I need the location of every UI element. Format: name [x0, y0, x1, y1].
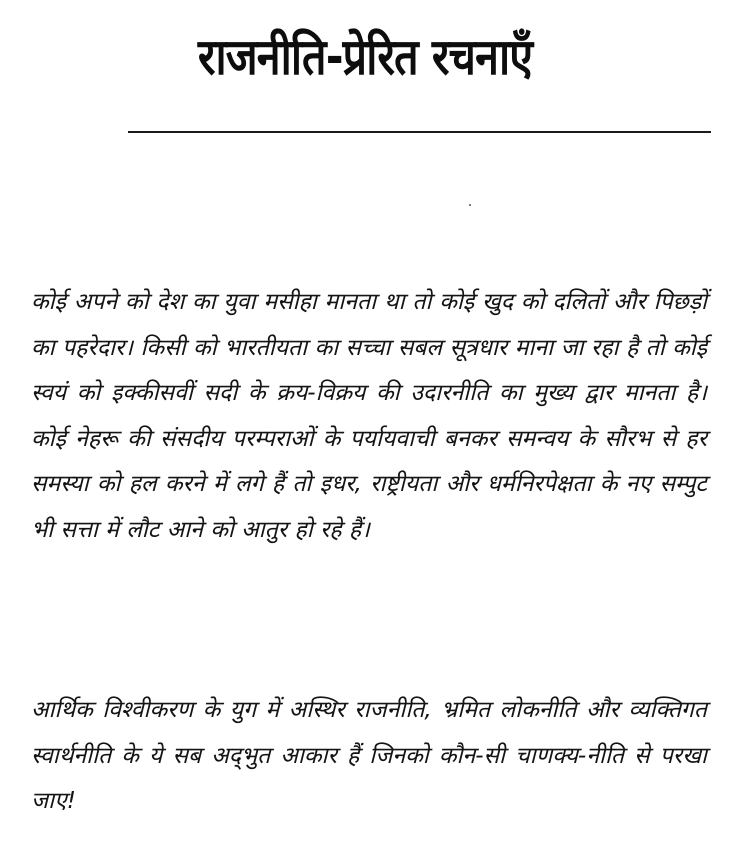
paragraph-2: आर्थिक विश्वीकरण के युग में अस्थिर राजनीति, भ्रमित लोकनीति और व्यक्तिगत स्वार्थनीति के ये सब अद्‌भुत आकार हैं जिनको कौन-सी चाणक्य-नीति से परखा जाए!: [31, 697, 707, 814]
scan-speck: [469, 204, 471, 206]
title-divider: [128, 131, 711, 133]
paragraph-1: कोई अपने को देश का युवा मसीहा मानता था तो कोई खुद को दलितों और पिछड़ों का पहरेदार। किसी को भारतीयता का सच्चा सबल सूत्रधार माना जा रहा है तो कोई स्वयं को इक्कीसवीं सदी के क्रय-विक्रय की उदारनीति का मुख्य द्वार मानता है। कोई नेहरू की संसदीय परम्पराओं के पर्यायवाची बनकर समन्वय के सौरभ से हर समस्या को हल करने में लगे हैं तो इधर, राष्ट्रीयता और धर्मनिरपेक्षता के नए सम्पुट भी सत्ता में लौट आने को आतुर हो रहे हैं।: [31, 289, 707, 543]
page-title: राजनीति-प्रेरित रचनाएँ: [197, 28, 533, 86]
